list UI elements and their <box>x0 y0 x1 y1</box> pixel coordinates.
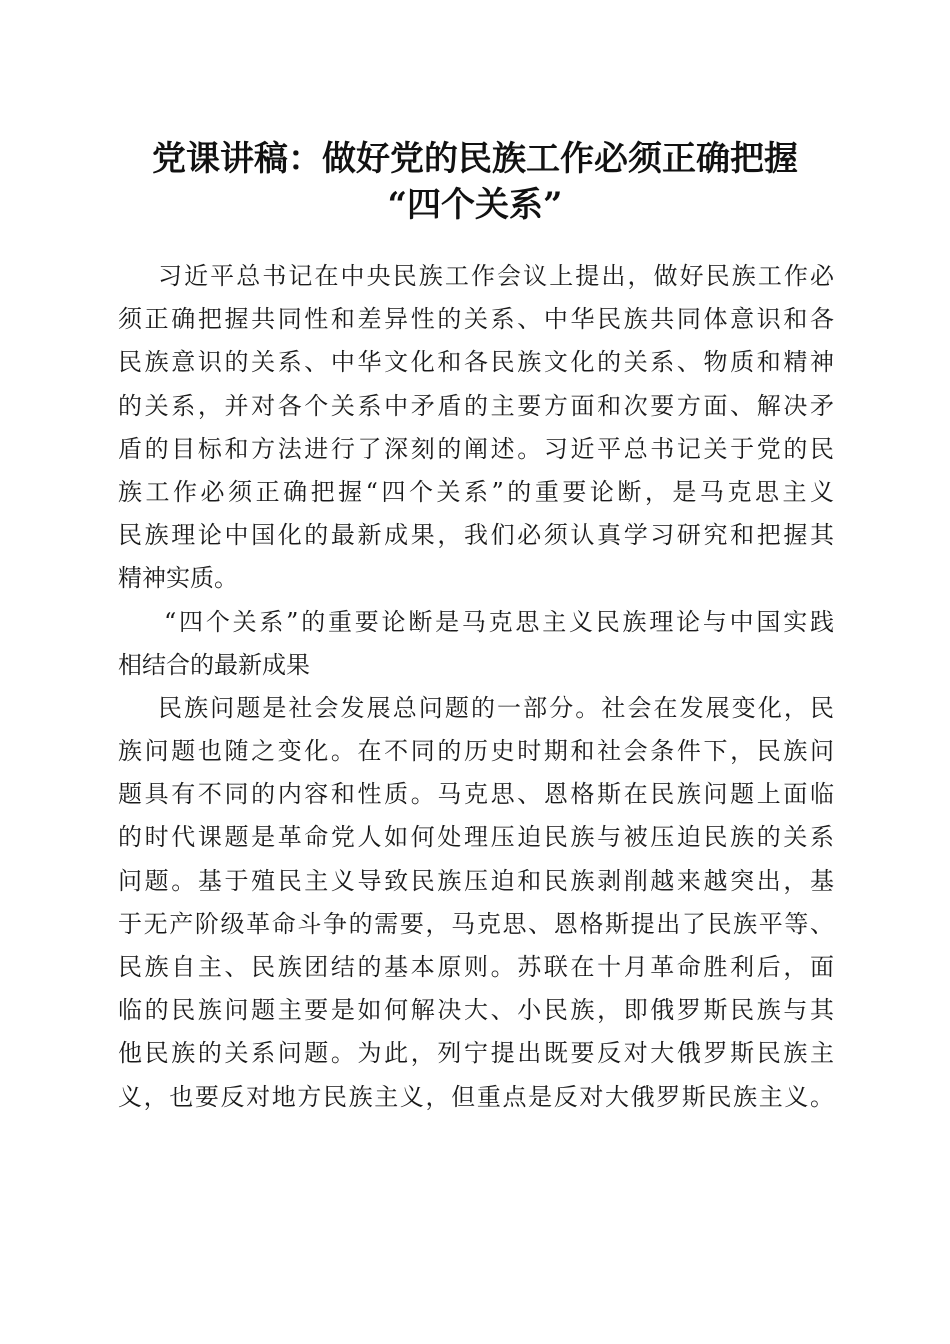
text-line: 精神实质。 <box>118 564 238 593</box>
text-line: 相结合的最新成果 <box>118 650 310 679</box>
text-line: 族问题也随之变化。在不同的历史时期和社会条件下，民族问 <box>118 737 834 766</box>
text-line: 习近平总书记在中央民族工作会议上提出，做好民族工作必 <box>158 262 834 290</box>
paragraph-intro <box>118 255 834 601</box>
text-line: 的关系，并对各个关系中矛盾的主要方面和次要方面、解决矛 <box>118 391 834 420</box>
text-line: 题具有不同的内容和性质。马克思、恩格斯在民族问题上面临 <box>118 780 834 809</box>
document-title <box>100 136 850 228</box>
text-line: 民族自主、民族团结的基本原则。苏联在十月革命胜利后，面 <box>118 953 834 981</box>
text-line: 民族意识的关系、中华文化和各民族文化的关系、物质和精神 <box>118 348 834 377</box>
text-line: 义，也要反对地方民族主义，但重点是反对大俄罗斯民族主义。 <box>118 1082 834 1111</box>
text-line: 临的民族问题主要是如何解决大、小民族，即俄罗斯民族与其 <box>118 996 834 1025</box>
text-line: 族工作必须正确把握“四个关系”的重要论断，是马克思主义 <box>118 477 834 506</box>
text-line: 民族问题是社会发展总问题的一部分。社会在发展变化，民 <box>158 693 834 722</box>
paragraph-body <box>118 687 834 1119</box>
text-line: 盾的目标和方法进行了深刻的阐述。习近平总书记关于党的民 <box>118 434 834 463</box>
text-line: “四个关系”的重要论断是马克思主义民族理论与中国实践 <box>164 607 834 636</box>
text-line: 于无产阶级革命斗争的需要，马克思、恩格斯提出了民族平等、 <box>118 909 834 938</box>
text-line: 民族理论中国化的最新成果，我们必须认真学习研究和把握其 <box>118 521 834 550</box>
text-line: 的时代课题是革命党人如何处理压迫民族与被压迫民族的关系 <box>118 823 834 852</box>
text-line: 问题。基于殖民主义导致民族压迫和民族剥削越来越突出，基 <box>118 866 834 895</box>
text-line: 他民族的关系问题。为此，列宁提出既要反对大俄罗斯民族主 <box>118 1039 834 1068</box>
title-line: “四个关系” <box>387 185 563 225</box>
document-body <box>118 255 834 1119</box>
text-line: 须正确把握共同性和差异性的关系、中华民族共同体意识和各 <box>118 305 834 334</box>
section-heading <box>118 601 834 687</box>
title-line: 党课讲稿：做好党的民族工作必须正确把握 <box>152 139 798 179</box>
